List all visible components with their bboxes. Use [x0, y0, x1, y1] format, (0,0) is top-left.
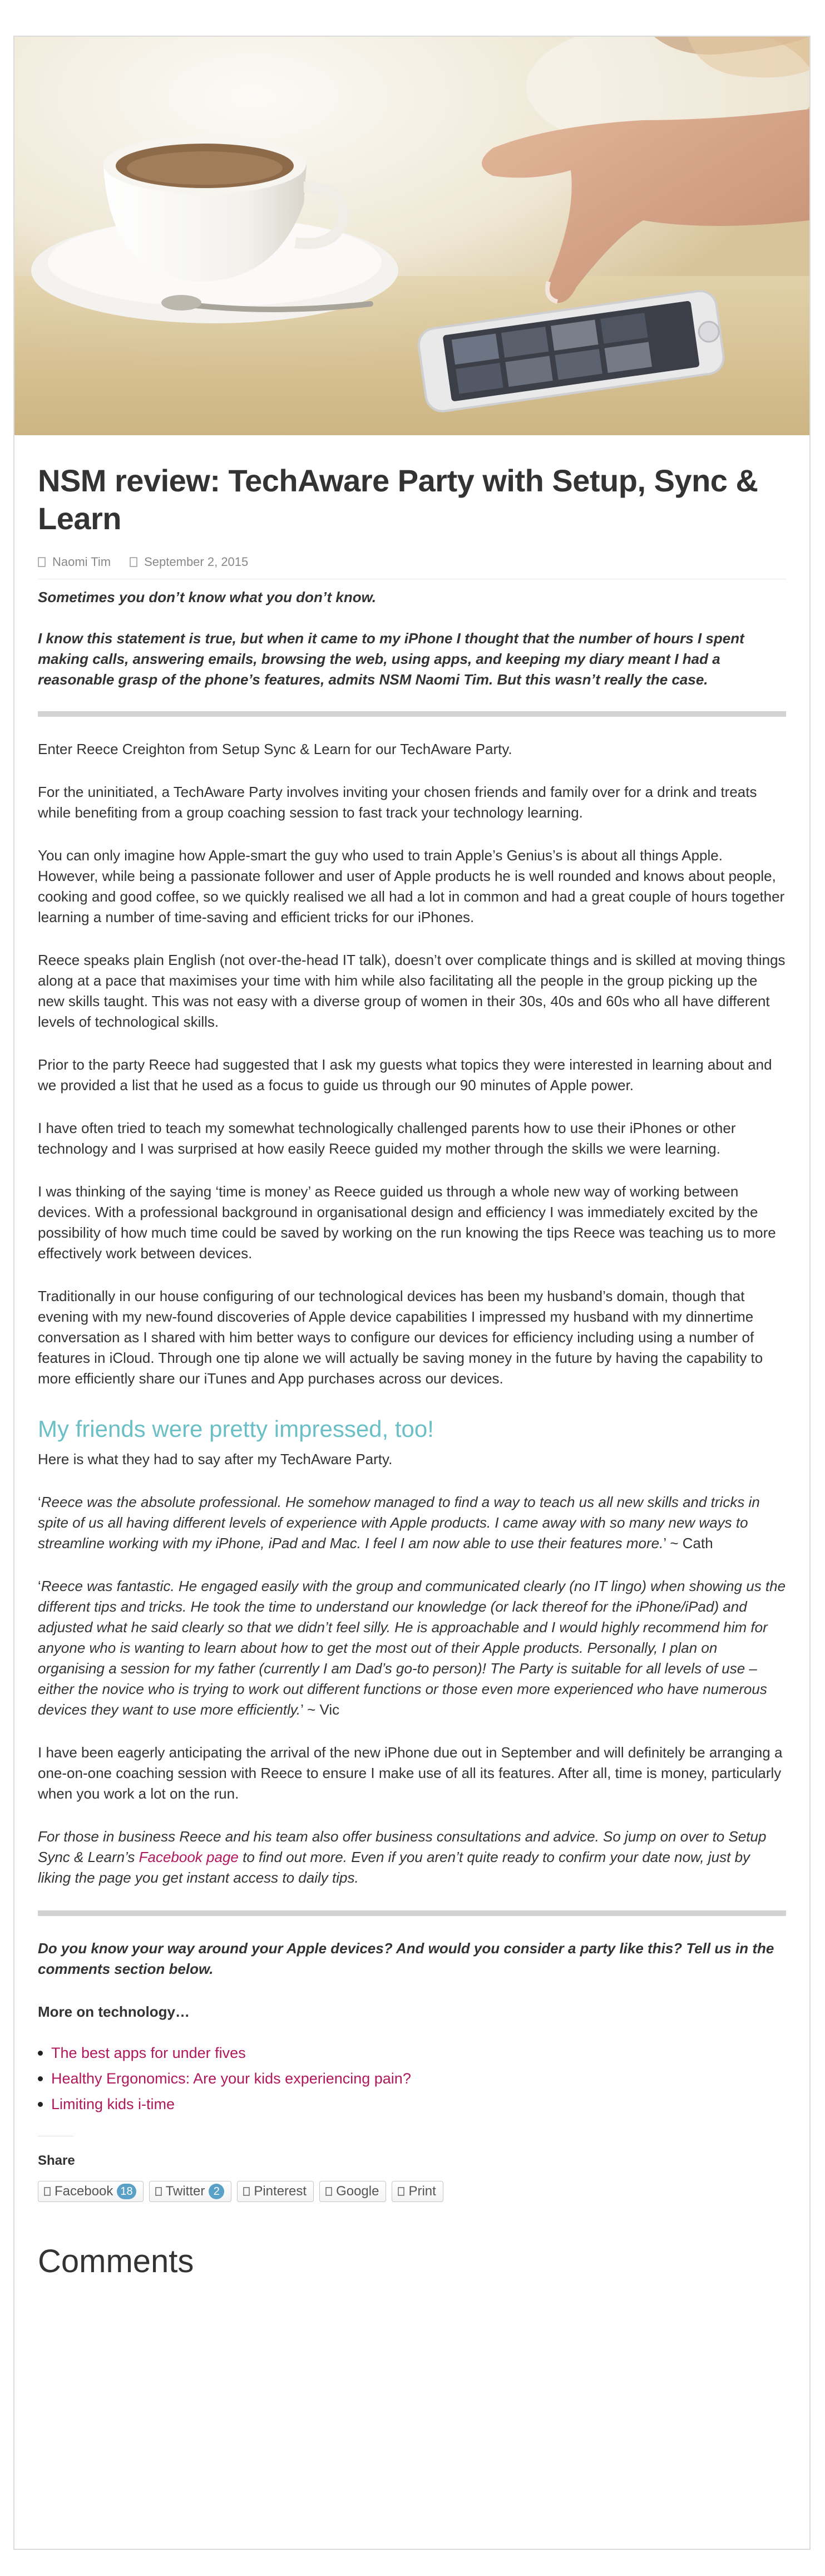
article-card — [13, 36, 811, 2550]
share-title: Share — [38, 2153, 75, 2168]
friends-intro: Here is what they had to say after my TechAware Party. — [38, 1451, 393, 1467]
paragraph: Enter Reece Creighton from Setup Sync & Learn for our TechAware Party. — [38, 741, 512, 757]
section-divider — [38, 711, 786, 717]
intro-body: I know this statement is true, but when it came to my iPhone I thought that the number of hours I spent making calls, answering emails, browsing the web, using apps, and keeping my diary meant I had a reasonable grasp of the phone’s features, admits NSM Naomi Tim. But this wasn’t really the case. — [38, 630, 744, 688]
post-meta — [38, 553, 786, 571]
post-date — [130, 555, 248, 569]
share-facebook-button[interactable] — [38, 2181, 144, 2202]
call-to-action: Do you know your way around your Apple devices? And would you consider a party like this? Tell us in the comments section below. — [38, 1940, 774, 1977]
quote-text: Reece was the absolute professional. He somehow managed to find a way to teach us all new skills and tricks in spite of us all having different levels of experience with Apple products. I came away with so many new ways to streamline working with my iPhone, iPad and Mac. I feel I am now able to use their features more. — [38, 1494, 760, 1551]
paragraph: For the uninitiated, a TechAware Party involves inviting your chosen friends and family over for a drink and treats while benefiting from a group coaching session to fast track your technology learning. — [38, 784, 757, 821]
share-count: 18 — [117, 2184, 136, 2199]
hero-illustration — [14, 37, 809, 435]
paragraph: Reece speaks plain English (not over-the-head IT talk), doesn’t over complicate things and is skilled at moving things along at a pace that maximises your time with him while also facilitating all the people in the group picking up the new skills taught. This was not easy with a diverse group of women in their 30s, 40s and 60s who all have different levels of technological skills. — [38, 952, 786, 1030]
quote-open: ‘ — [38, 1578, 41, 1594]
paragraph: You can only imagine how Apple-smart the guy who used to train Apple’s Genius’s is about all things Apple. However, while being a passionate follower and user of Apple products he is well rounded and knows about people, cooking and good coffee, so we quickly realised we all had a lot in common and had a great couple of hours together learning a number of time-saving and efficient tricks for our iPhones. — [38, 847, 785, 925]
related-links — [38, 2040, 786, 2117]
more-heading: More on technology… — [38, 2003, 190, 2020]
share-label: Facebook — [55, 2184, 113, 2199]
google-icon — [325, 2187, 332, 2196]
share-pinterest-button[interactable] — [237, 2181, 314, 2202]
calendar-icon — [130, 557, 137, 567]
author[interactable] — [38, 555, 111, 569]
share-print-button[interactable] — [392, 2181, 443, 2202]
post-date-text: September 2, 2015 — [144, 555, 249, 569]
facebook-icon — [44, 2187, 51, 2196]
comments-area — [38, 2281, 786, 2504]
section-divider — [38, 1910, 786, 1916]
testimonial-cath — [38, 1492, 786, 1554]
quote-attribution: ’ ~ Cath — [663, 1535, 713, 1551]
paragraph: Traditionally in our house configuring of our technological devices has been my husband’s domain, though that evening with my new-found discoveries of Apple device capabilities I impressed my husband with my dinnertime conversation as I shared with him better ways to configure our devices for efficiency including using a number of features in iCloud. Through one tip alone we will actually be saving money in the future by having the capability to more efficiently share our iTunes and App purchases across our devices. — [38, 1288, 763, 1387]
section-subheading: My friends were pretty impressed, too! — [38, 1416, 434, 1442]
paragraph: I have been eagerly anticipating the arrival of the new iPhone due out in September and will definitely be arranging a one-on-one coaching session with Reece to ensure I make use of all its features. After all, time is money, particularly when you work a lot on the run. — [38, 1744, 783, 1802]
print-icon — [398, 2187, 404, 2196]
share-google-button[interactable] — [319, 2181, 386, 2202]
facebook-page-link[interactable]: Facebook page — [139, 1849, 239, 1865]
comments-heading: Comments — [38, 2243, 194, 2279]
list-item[interactable] — [51, 2040, 786, 2066]
quote-attribution: ’ ~ Vic — [300, 1701, 340, 1718]
pinterest-icon — [243, 2187, 250, 2196]
page-title: NSM review: TechAware Party with Setup, Sync & Learn — [38, 463, 758, 536]
paragraph: Prior to the party Reece had suggested that I ask my guests what topics they were interested in learning about and we provided a list that he used as a focus to guide us through our 90 minutes of Apple power. — [38, 1056, 772, 1094]
business-note — [38, 1826, 786, 1888]
user-icon — [38, 557, 46, 567]
article-content — [38, 435, 786, 2504]
quote-text: Reece was fantastic. He engaged easily with the group and communicated clearly (no IT lingo) when showing us the different tips and tricks. He took the time to understand our knowledge (or lack thereof for the iPhone/iPad) and adjusted what he said clearly so that we didn’t feel silly. He is approachable and I would highly recommend him for anyone who is wanting to learn about how to get the most out of their Apple products. Personally, I plan on organising a session for my father (currently I am Dad’s go-to person)! The Party is suitable for all levels of use – either the novice who is trying to work out different functions or those even more experienced who have numerous devices they want to use more efficiently. — [38, 1578, 786, 1718]
business-text: For those in business Reece and his team also offer business consultations and advice. So jump on over to Setup Sync & Learn’s — [38, 1828, 767, 1865]
share-label: Twitter — [165, 2184, 205, 2199]
related-link[interactable]: Healthy Ergonomics: Are your kids experiencing pain? — [51, 2070, 411, 2087]
share-label: Print — [408, 2184, 436, 2199]
hero-image — [14, 37, 809, 435]
share-label: Google — [336, 2184, 379, 2199]
share-count: 2 — [209, 2184, 224, 2199]
list-item[interactable] — [51, 2091, 786, 2117]
paragraph: I was thinking of the saying ‘time is money’ as Reece guided us through a whole new way of working between devices. With a professional background in organisational design and efficiency I was immediately excited by the possibility of how much time could be saved by working on the run knowing the tips Reece was teaching us to more effectively work between devices. — [38, 1183, 776, 1262]
intro-lead: Sometimes you don’t know what you don’t know. — [38, 589, 377, 605]
twitter-icon — [155, 2187, 162, 2196]
testimonial-vic — [38, 1576, 786, 1720]
share-twitter-button[interactable] — [149, 2181, 232, 2202]
author-name[interactable]: Naomi Tim — [52, 555, 111, 569]
related-link[interactable]: The best apps for under fives — [51, 2045, 246, 2061]
quote-open: ‘ — [38, 1494, 41, 1510]
related-link[interactable]: Limiting kids i-time — [51, 2096, 175, 2112]
paragraph: I have often tried to teach my somewhat technologically challenged parents how to use their iPhones or other technology and I was surprised at how easily Reece guided my mother through the skills we were learning. — [38, 1120, 736, 1157]
business-text: to find out more. Even if you aren’t quite ready to confirm your date now, just by liking the page you get instant access to daily tips. — [38, 1849, 750, 1886]
share-buttons — [38, 2181, 786, 2202]
list-item[interactable] — [51, 2066, 786, 2091]
share-label: Pinterest — [254, 2184, 307, 2199]
